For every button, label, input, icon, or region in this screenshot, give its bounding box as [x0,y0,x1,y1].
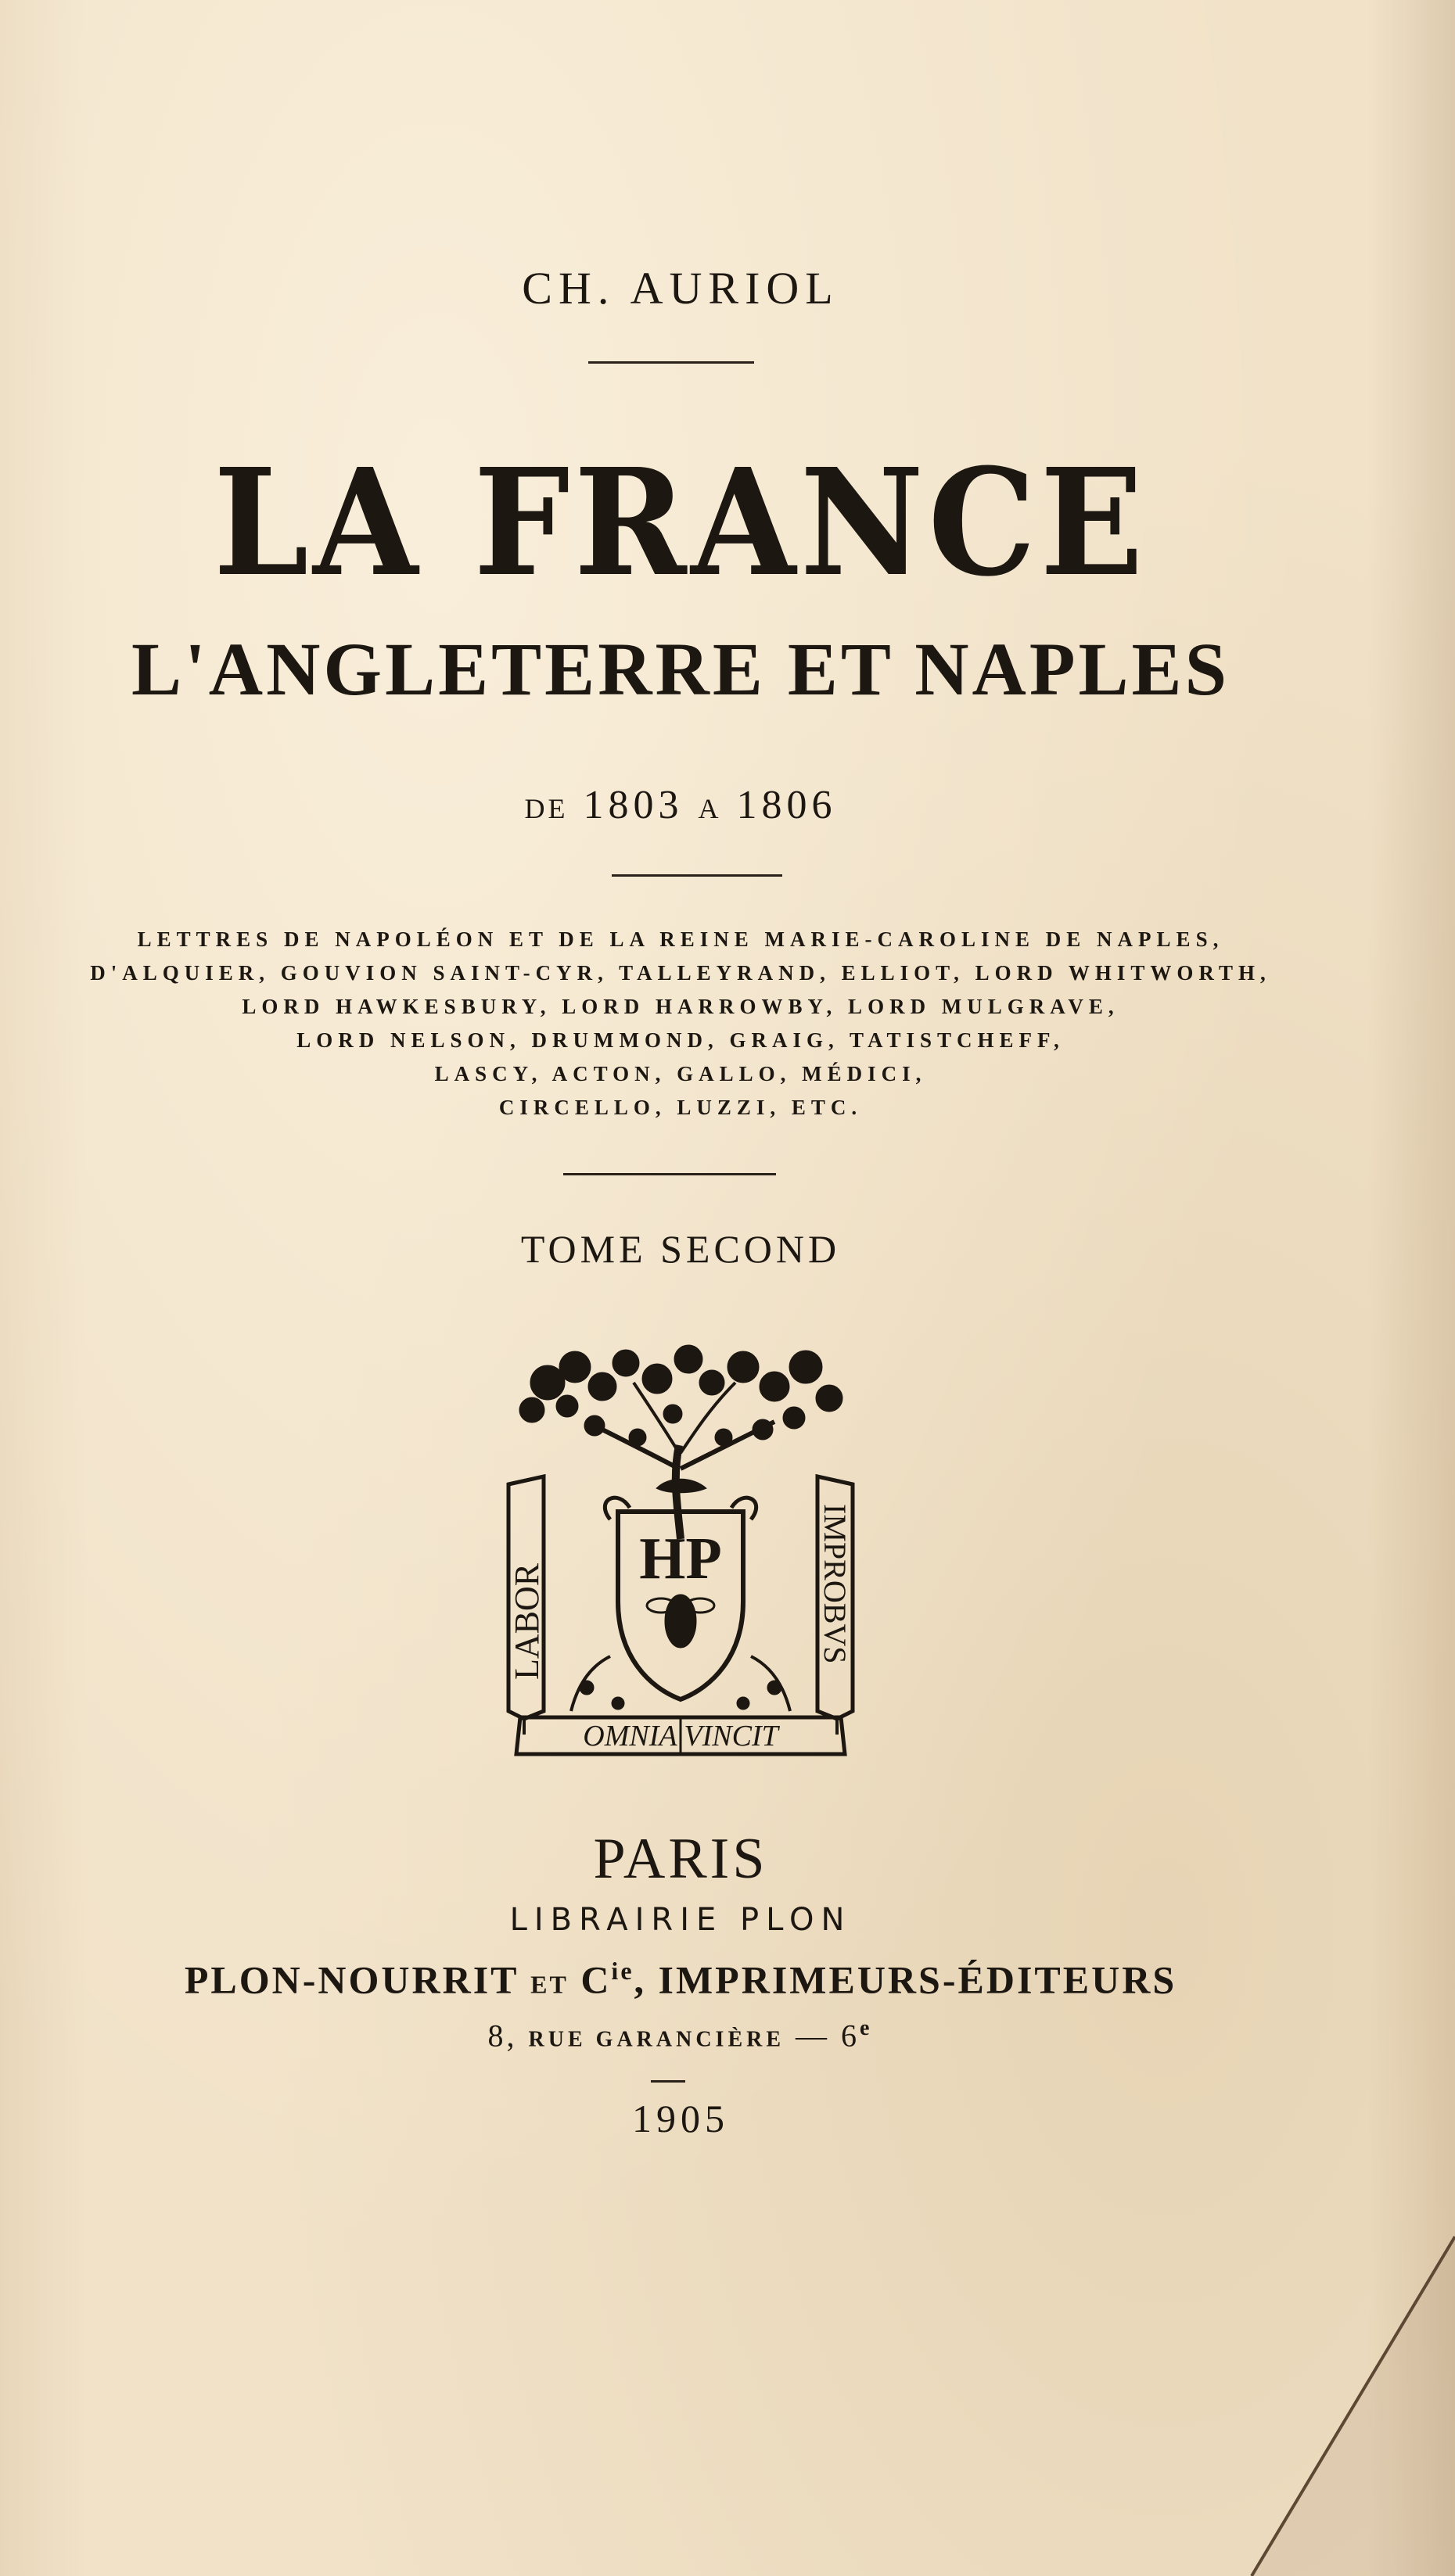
letters-line: LORD HAWKESBURY, LORD HARROWBY, LORD MULGRAVE, [242,995,1119,1018]
volume-label: TOME SECOND [520,1227,841,1271]
firm-cie: C [580,1957,612,2002]
divider-rule-3 [563,1173,776,1175]
divider-rule-4 [651,2080,685,2083]
letters-line: CIRCELLO, LUZZI, ETC. [498,1096,863,1119]
letters-line: LORD NELSON, DRUMMOND, GRAIG, TATISTCHEFF, [296,1028,1065,1052]
bee-icon [665,1595,696,1648]
address-street: RUE GARANCIÈRE [528,2027,785,2052]
imprint-firm [0,1957,1361,2003]
imprint-place: PARIS [593,1827,768,1891]
emblem-monogram: HP [639,1526,722,1591]
address-dash: — [796,2018,831,2054]
firm-role: , IMPRIMEURS-ÉDITEURS [634,1957,1177,2002]
firm-cie-sup: ie [611,1957,634,1985]
publisher-emblem [501,1344,860,1758]
page-fold-corner [1220,2221,1455,2576]
author-name: CH. AURIOL [522,263,839,314]
imprint-publisher: LIBRAIRIE PLON [509,1902,852,1938]
date-range [0,782,1361,828]
emblem-left-banner: LABOR [508,1562,546,1680]
dates-start: 1803 [583,783,684,827]
address-arr-sup: e [860,2016,874,2040]
foliage-icon [519,1345,842,1446]
imprint-address [0,2016,1361,2054]
address-number: 8, [487,2018,518,2054]
letters-line: LASCY, ACTON, GALLO, MÉDICI, [434,1062,927,1085]
divider-rule-1 [588,361,754,364]
book-subtitle: L'ANGLETERRE ET NAPLES [131,627,1230,711]
book-title: LA FRANCE [213,436,1148,609]
letters-line: LETTRES DE NAPOLÉON ET DE LA REINE MARIE-CAROLINE DE NAPLES, [137,927,1224,951]
letters-line: D'ALQUIER, GOUVION SAINT-CYR, TALLEYRAND, ELLIOT, LORD WHITWORTH, [90,961,1271,985]
emblem-right-banner: IMPROBVS [817,1504,853,1664]
firm-name: PLON-NOURRIT [184,1957,519,2002]
emblem-bottom-banner: OMNIA VINCIT [583,1720,778,1753]
firm-et: ET [530,1970,569,1999]
dates-end: 1806 [736,783,837,827]
divider-rule-2 [612,874,782,877]
dates-de: DE [524,793,569,824]
letters-contents [0,923,1361,1125]
imprint-year: 1905 [632,2097,729,2140]
dates-a: A [698,793,722,824]
address-arr: 6 [841,2018,860,2054]
